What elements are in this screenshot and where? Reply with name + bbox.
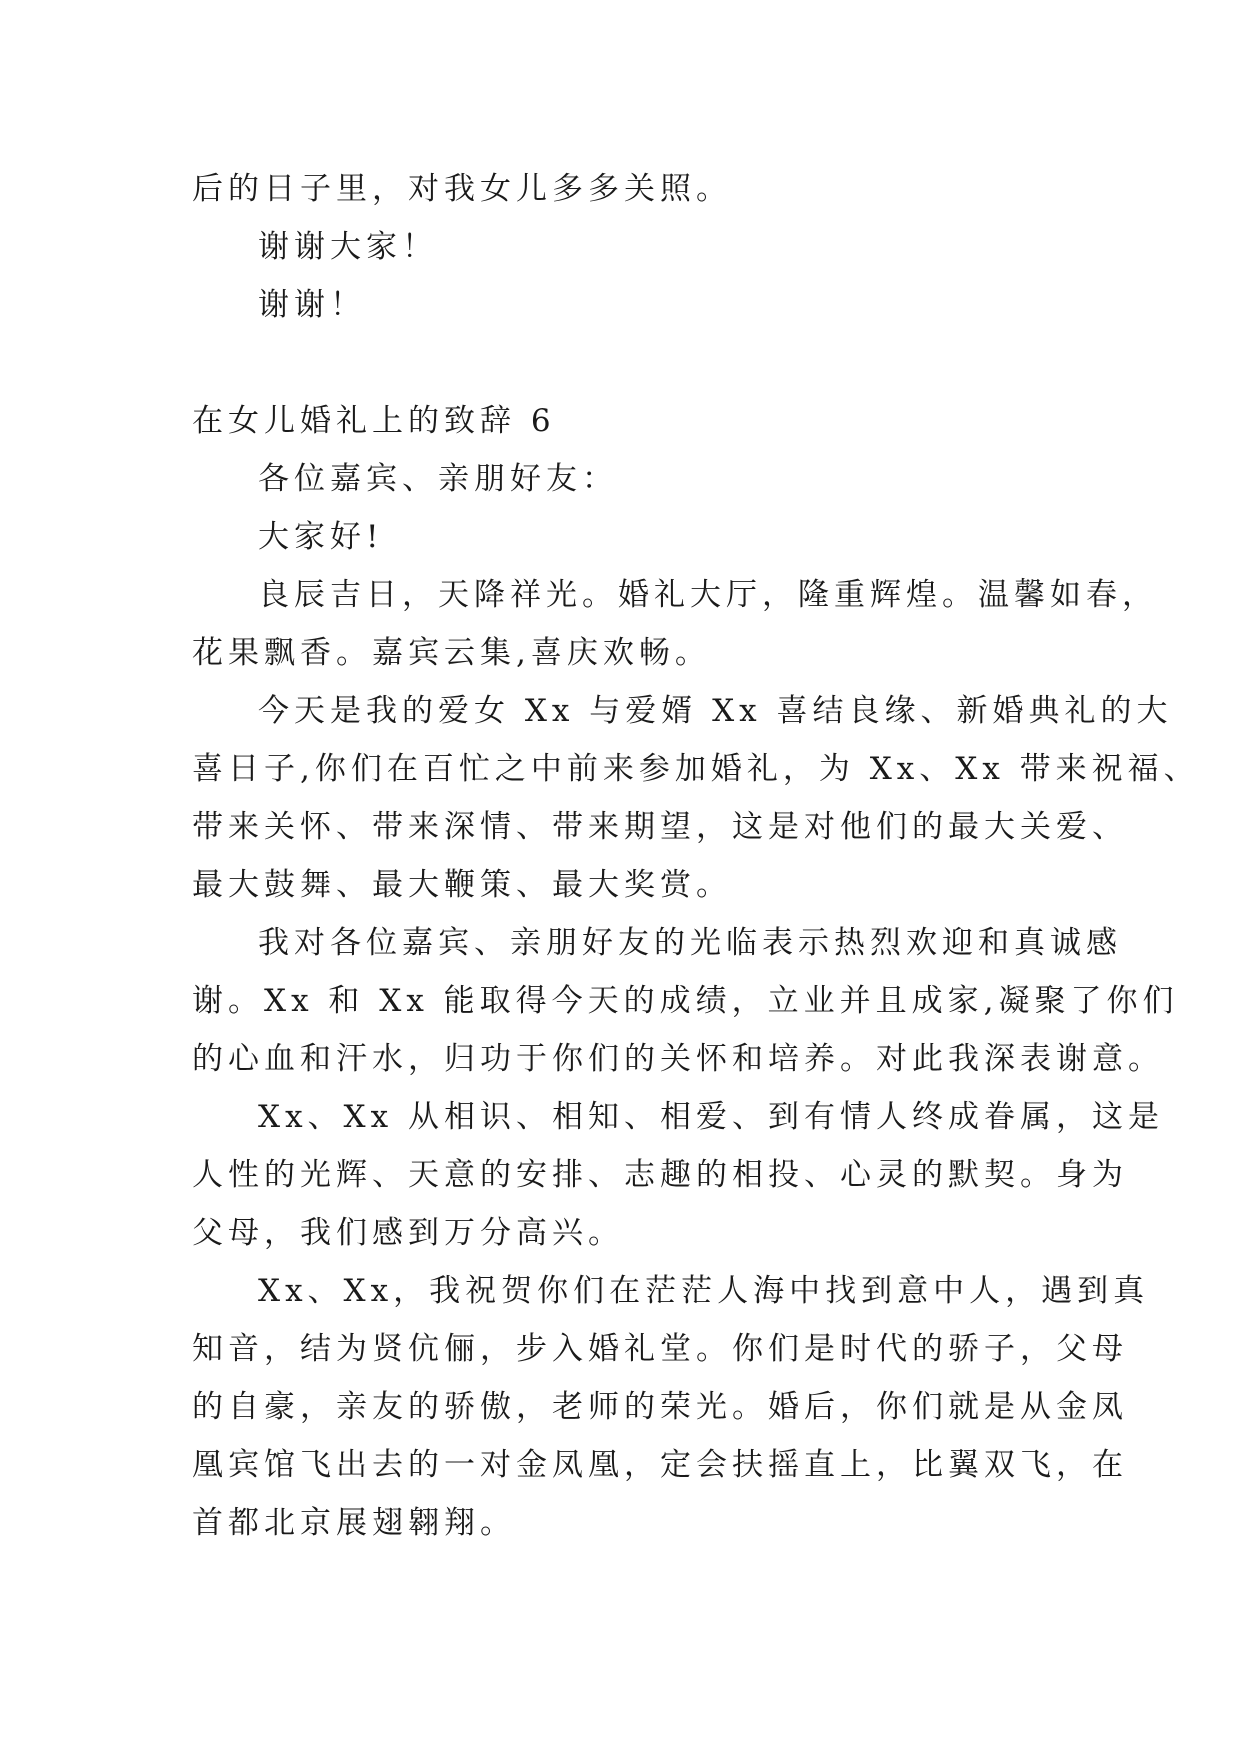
thanks-line: 谢谢！ [258, 287, 366, 323]
hello-line: 大家好! [258, 519, 384, 555]
section-heading: 在女儿婚礼上的致辞 6 [192, 403, 556, 439]
paragraph-line: 最大鼓舞、最大鞭策、最大奖赏。 [192, 867, 732, 903]
paragraph-line: 花果飘香。嘉宾云集,喜庆欢畅。 [192, 635, 711, 671]
greeting-line: 各位嘉宾、亲朋好友： [258, 461, 618, 497]
paragraph-line: 的自豪，亲友的骄傲，老师的荣光。婚后，你们就是从金凤 [192, 1389, 1128, 1425]
paragraph-line: 谢。Xx 和 Xx 能取得今天的成绩，立业并且成家,凝聚了你们 [192, 983, 1179, 1019]
paragraph-line: 良辰吉日，天降祥光。婚礼大厅，隆重辉煌。温馨如春， [258, 577, 1158, 613]
document-body [192, 160, 1200, 1552]
paragraph-line: 喜日子,你们在百忙之中前来参加婚礼，为 Xx、Xx 带来祝福、 [192, 751, 1200, 787]
paragraph-line: Xx、Xx，我祝贺你们在茫茫人海中找到意中人，遇到真 [258, 1273, 1150, 1309]
paragraph-line: 的心血和汗水，归功于你们的关怀和培养。对此我深表谢意。 [192, 1041, 1164, 1077]
paragraph-line: 知音，结为贤伉俪，步入婚礼堂。你们是时代的骄子，父母 [192, 1331, 1128, 1367]
paragraph-line: 人性的光辉、天意的安排、志趣的相投、心灵的默契。身为 [192, 1157, 1128, 1193]
paragraph-line: 父母，我们感到万分高兴。 [192, 1215, 624, 1251]
thanks-everyone-line: 谢谢大家！ [258, 229, 438, 265]
paragraph-line: 我对各位嘉宾、亲朋好友的光临表示热烈欢迎和真诚感 [258, 925, 1122, 961]
paragraph-line: 后的日子里，对我女儿多多关照。 [192, 171, 732, 207]
paragraph-line: Xx、Xx 从相识、相知、相爱、到有情人终成眷属，这是 [258, 1099, 1164, 1135]
paragraph-line: 首都北京展翅翱翔。 [192, 1505, 516, 1541]
paragraph-line: 带来关怀、带来深情、带来期望，这是对他们的最大关爱、 [192, 809, 1128, 845]
paragraph-line: 今天是我的爱女 Xx 与爱婿 Xx 喜结良缘、新婚典礼的大 [258, 693, 1173, 729]
paragraph-line: 凰宾馆飞出去的一对金凤凰，定会扶摇直上，比翼双飞，在 [192, 1447, 1128, 1483]
